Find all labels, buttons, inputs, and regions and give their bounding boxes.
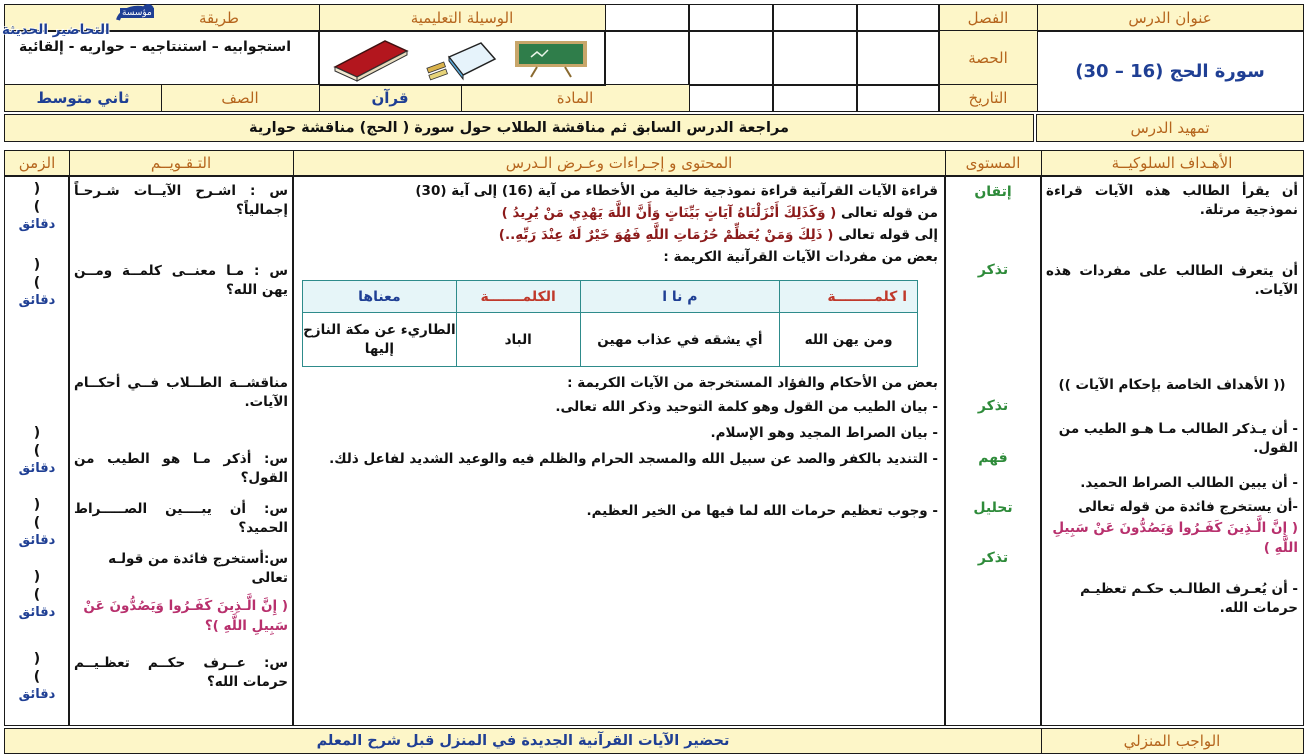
time-paren-close: ) <box>33 199 41 215</box>
vocab-header-3: الكلمـــــــة <box>456 281 580 313</box>
level-2: تذكر <box>977 262 1009 278</box>
time-paren-open: ( <box>33 181 41 197</box>
intro-text: مراجعة الدرس السابق ثم مناقشة الطلاب حول سورة ( الحج) مناقشة حوارية <box>249 120 789 136</box>
eval-q7: س: عــرف حكــم تعظـيــم حرمات الله؟ <box>74 655 288 690</box>
time-block-6 <box>4 650 70 704</box>
vocab-header-1: ا كلمــــــــة <box>780 281 918 313</box>
vocab-table <box>302 280 918 367</box>
content-r4: - وجوب تعظيم حرمات الله لما فيها من الخير العظيم. <box>586 503 938 519</box>
aid-label: الوسيلة التعليمية <box>318 4 606 32</box>
content-r2: - بيان الصراط المجيد وهو الإسلام. <box>710 425 938 441</box>
period-cell-3[interactable] <box>688 30 774 86</box>
chapter-label: الفصل <box>938 4 1038 32</box>
eval-q3: مناقشــة الطــلاب فــي أحكــام الآيات. <box>74 375 288 410</box>
eval-q1: س : اشـرح الآيــات شـرحـاً إجمالياً؟ <box>74 183 288 218</box>
time-unit: دقائق <box>18 605 56 620</box>
homework-text: تحضير الآيات القرآنية الجديدة في المنزل قبل شرح المعلم <box>316 733 730 749</box>
time-paren-open: ( <box>33 651 41 667</box>
period-cell-1[interactable] <box>856 30 940 86</box>
content-p3-text: إلى قوله تعالى <box>838 227 938 243</box>
time-paren-close: ) <box>33 515 41 531</box>
vocab-header-2: م نا ا <box>580 281 780 313</box>
period-cell-4[interactable] <box>604 30 690 86</box>
content-p4: بعض من مفردات الآيات القرآنية الكريمة : <box>663 249 938 265</box>
date-cell-3[interactable] <box>688 84 774 112</box>
method-value: استجوابيه – استنتاجيه – حواريه - إلقائية <box>18 39 291 55</box>
grade-label: الصف <box>160 84 320 112</box>
chalkboard-icon <box>511 39 591 79</box>
level-3: تذكر <box>977 398 1009 414</box>
content-p5: بعض من الأحكام والفؤاد المستخرجة من الآيات الكريمة : <box>567 375 938 391</box>
objective-6: -أن يستخرج فائدة من قوله تعالى <box>1078 499 1298 515</box>
level-5: تحليل <box>973 500 1013 516</box>
eval-q5: س: أن يبــــين الصـــــراط الحميد؟ <box>74 501 288 536</box>
time-block-5 <box>4 568 70 622</box>
time-paren-close: ) <box>33 443 41 459</box>
time-unit: دقائق <box>18 461 56 476</box>
eval-q6-quote: ( إِنَّ الَّـذِينَ كَفَـرُوا وَيَصُدُّونَ عَنْ سَبِيلِ اللَّهِ )؟ <box>83 598 288 634</box>
col-time: الزمن <box>4 150 70 176</box>
chapter-cell-3[interactable] <box>688 4 774 32</box>
intro-text-cell <box>4 114 1034 142</box>
eval-q6: س:أستخرج فائدة من قولـه تعالى <box>108 551 288 586</box>
time-paren-close: ) <box>33 275 41 291</box>
content-p2-quote: ( وَكَذَلِكَ أَنْزَلْنَاهُ آيَاتٍ بَيِّنَاتٍ وَأَنَّ اللَّهَ يَهْدِي مَنْ يُرِيدُ ) <box>501 205 837 221</box>
intro-label: تمهيد الدرس <box>1036 114 1304 142</box>
eraser-icon <box>423 39 503 81</box>
objective-2: أن يتعرف الطالب على مفردات هذه الآيات. <box>1046 263 1298 298</box>
col-content: المحتوى و إجـراءات وعـرض الـدرس <box>292 150 946 176</box>
content-p3-quote: ( ذَلِكَ وَمَنْ يُعَظِّمْ حُرُمَاتِ اللَّهِ فَهُوَ خَيْرٌ لَهُ عِنْدَ رَبِّهِ..) <box>498 227 834 243</box>
time-paren-open: ( <box>33 425 41 441</box>
objective-6-quote: ( إِنَّ الَّـذِينَ كَفَـرُوا وَيَصُدُّونَ عَنْ سَبِيلِ اللَّهِ ) <box>1052 520 1298 556</box>
level-4: فهم <box>978 450 1008 466</box>
aid-images <box>318 30 606 86</box>
time-unit: دقائق <box>18 687 56 702</box>
objective-3: (( الأهداف الخاصة بإحكام الآيات )) <box>1058 377 1286 393</box>
level-1: إتقان <box>974 184 1012 200</box>
objective-5: - أن يبين الطالب الصراط الحميد. <box>1080 475 1298 491</box>
time-paren-open: ( <box>33 569 41 585</box>
objective-4: - أن يـذكر الطالب مـا هـو الطيب من القول. <box>1058 421 1298 456</box>
subject-label: المادة <box>460 84 690 112</box>
lesson-title-box <box>1036 30 1304 112</box>
time-unit: دقائق <box>18 217 56 232</box>
logo-badge: مؤسسة <box>122 8 152 18</box>
lesson-title: سورة الحج (16 – 30) <box>1075 60 1265 82</box>
vocab-cell-3: الباد <box>456 313 580 367</box>
eval-q2: س : مـا معنــى كلمــة ومــن يهن الله؟ <box>74 263 288 298</box>
vocab-cell-1: ومن يهن الله <box>780 313 918 367</box>
logo <box>2 2 172 42</box>
chapter-cell-2[interactable] <box>772 4 858 32</box>
vocab-cell-4: الطاريء عن مكة النازح إليها <box>303 313 457 367</box>
period-cell-2[interactable] <box>772 30 858 86</box>
logo-text: التحاضير الحديثة <box>2 22 110 38</box>
col-level: المستوى <box>944 150 1042 176</box>
date-cell-1[interactable] <box>856 84 940 112</box>
time-unit: دقائق <box>18 293 56 308</box>
homework-label: الواجب المنزلي <box>1040 728 1304 754</box>
chapter-cell-1[interactable] <box>856 4 940 32</box>
time-block-3 <box>4 424 70 478</box>
time-paren-close: ) <box>33 587 41 603</box>
col-evaluation: التـقـويــم <box>68 150 294 176</box>
lesson-title-label: عنوان الدرس <box>1036 4 1304 32</box>
eval-q4: س: أذكر مـا هو الطيب من القول؟ <box>74 451 288 486</box>
subject-value-cell <box>318 84 462 112</box>
objective-1: أن يقرأ الطالب هذه الآيات قراءة نموذجية مرتلة. <box>1046 183 1298 218</box>
time-block-2 <box>4 256 70 310</box>
col-objectives: الأهـداف السلوكيــة <box>1040 150 1304 176</box>
vocab-cell-2: أي يشقه في عذاب مهين <box>580 313 780 367</box>
content-p2 <box>300 204 938 223</box>
grade-value: ثاني متوسط <box>36 89 130 107</box>
homework-text-cell <box>4 728 1042 754</box>
time-paren-close: ) <box>33 669 41 685</box>
time-unit: دقائق <box>18 533 56 548</box>
date-cell-2[interactable] <box>772 84 858 112</box>
time-block-4 <box>4 496 70 550</box>
content-r3: - التنديد بالكفر والصد عن سبيل الله والمسجد الحرام والظلم فيه والوعيد الشديد لفاعل ذلك. <box>329 451 938 467</box>
date-label: التاريخ <box>938 84 1038 112</box>
content-p1: قراءة الآيات القرآنية قراءة نموذجية خالية من الأخطاء من آية (16) إلى آية (30) <box>415 183 938 199</box>
vocab-header-4: معناها <box>303 281 457 313</box>
content-r1: - بيان الطيب من القول وهو كلمة التوحيد وذكر الله تعالى. <box>555 399 938 415</box>
vocab-header-row <box>303 281 918 313</box>
vocab-row <box>303 313 918 367</box>
chapter-cell-4[interactable] <box>604 4 690 32</box>
time-block-1 <box>4 180 70 234</box>
content-p3 <box>300 226 938 245</box>
level-6: تذكر <box>977 550 1009 566</box>
method-label-text: طريقة <box>198 9 239 27</box>
content-p2-text: من قوله تعالى <box>841 205 938 221</box>
subject-value: قرآن <box>371 89 409 107</box>
grade-value-cell <box>4 84 162 112</box>
objective-7: - أن يُعـرف الطالـب حكـم تعظيـم حرمات الله. <box>1080 581 1298 616</box>
period-label: الحصة <box>938 30 1038 86</box>
time-paren-open: ( <box>33 497 41 513</box>
book-icon <box>329 37 413 83</box>
time-paren-open: ( <box>33 257 41 273</box>
